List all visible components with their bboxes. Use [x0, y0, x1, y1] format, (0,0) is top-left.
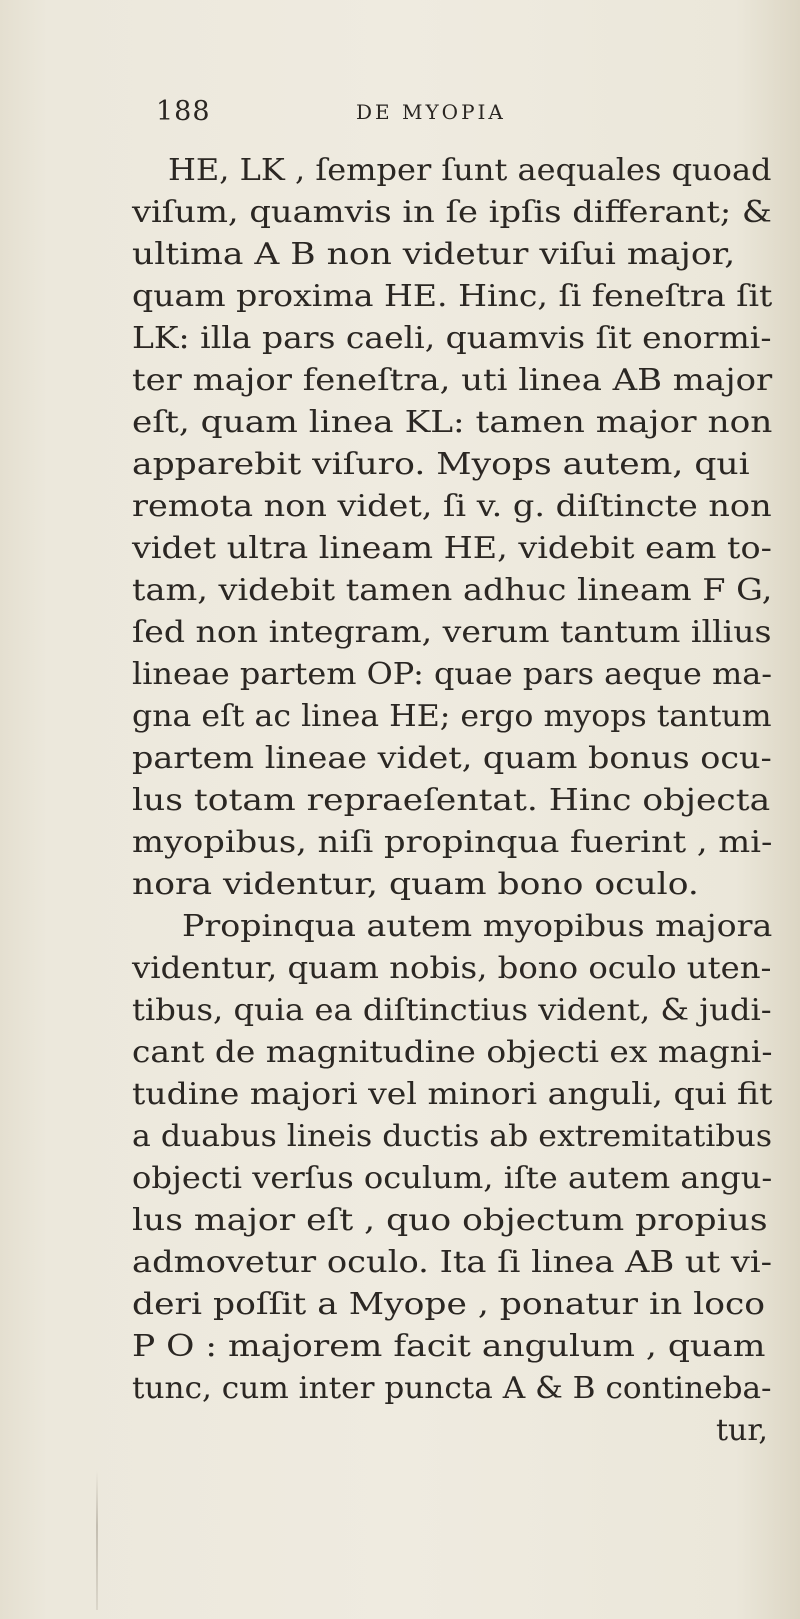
text-line: P O : majorem facit angulum , quam: [132, 1329, 766, 1364]
page-number: 188: [156, 96, 211, 127]
text-line: admovetur oculo. Ita ſi linea AB ut vi-: [132, 1245, 773, 1280]
text-line: remota non videt, ſi v. g. diſtincte non: [132, 489, 772, 524]
gutter-shadow: [96, 1470, 98, 1610]
text-line: nora videntur, quam bono oculo.: [132, 867, 699, 902]
text-line: HE, LK , ſemper ſunt aequales quoad: [168, 153, 772, 188]
text-line: tam, videbit tamen adhuc lineam F G,: [132, 573, 773, 608]
text-line: lus major eſt , quo objectum propius: [132, 1203, 768, 1238]
text-line: tunc, cum inter puncta A & B contineba-: [132, 1371, 772, 1406]
text-line: viſum, quamvis in ſe ipſis differant; &: [132, 195, 772, 230]
text-line: cant de magnitudine objecti ex magni-: [132, 1035, 773, 1070]
text-line: lineae partem OP: quae pars aeque ma-: [132, 657, 773, 692]
text-line: ultima A B non videtur viſui major,: [132, 237, 736, 272]
text-line: quam proxima HE. Hinc, ſi feneſtra ſit: [132, 279, 773, 314]
running-title: DE MYOPIA: [356, 100, 506, 124]
text-line: videt ultra lineam HE, videbit eam to-: [132, 531, 772, 566]
page-header: [156, 96, 596, 136]
text-line: lus totam repraeſentat. Hinc objecta: [132, 783, 771, 818]
text-line: gna eſt ac linea HE; ergo myops tantum: [132, 699, 772, 734]
text-line: Propinqua autem myopibus majora: [182, 909, 773, 944]
text-line: objecti verſus oculum, iſte autem angu-: [132, 1161, 773, 1196]
text-line: apparebit viſuro. Myops autem, qui: [132, 447, 750, 482]
text-line: eſt, quam linea KL: tamen major non: [132, 405, 773, 440]
text-line: ſed non integram, verum tantum illius: [132, 615, 772, 650]
text-line: a duabus lineis ductis ab extremitatibus: [132, 1119, 772, 1154]
text-line: tur,: [716, 1413, 768, 1448]
text-line: ter major feneſtra, uti linea AB major: [132, 363, 773, 398]
text-line: myopibus, niſi propinqua fuerint , mi-: [132, 825, 773, 860]
text-line: deri poſſit a Myope , ponatur in loco: [132, 1287, 766, 1322]
text-line: partem lineae videt, quam bonus ocu-: [132, 741, 772, 776]
text-line: tudine majori vel minori anguli, qui fit: [132, 1077, 773, 1112]
text-line: videntur, quam nobis, bono oculo uten-: [132, 951, 772, 986]
text-line: tibus, quia ea diſtinctius vident, & judi-: [132, 993, 772, 1028]
text-line: LK: illa pars caeli, quamvis ſit enormi-: [132, 321, 772, 356]
